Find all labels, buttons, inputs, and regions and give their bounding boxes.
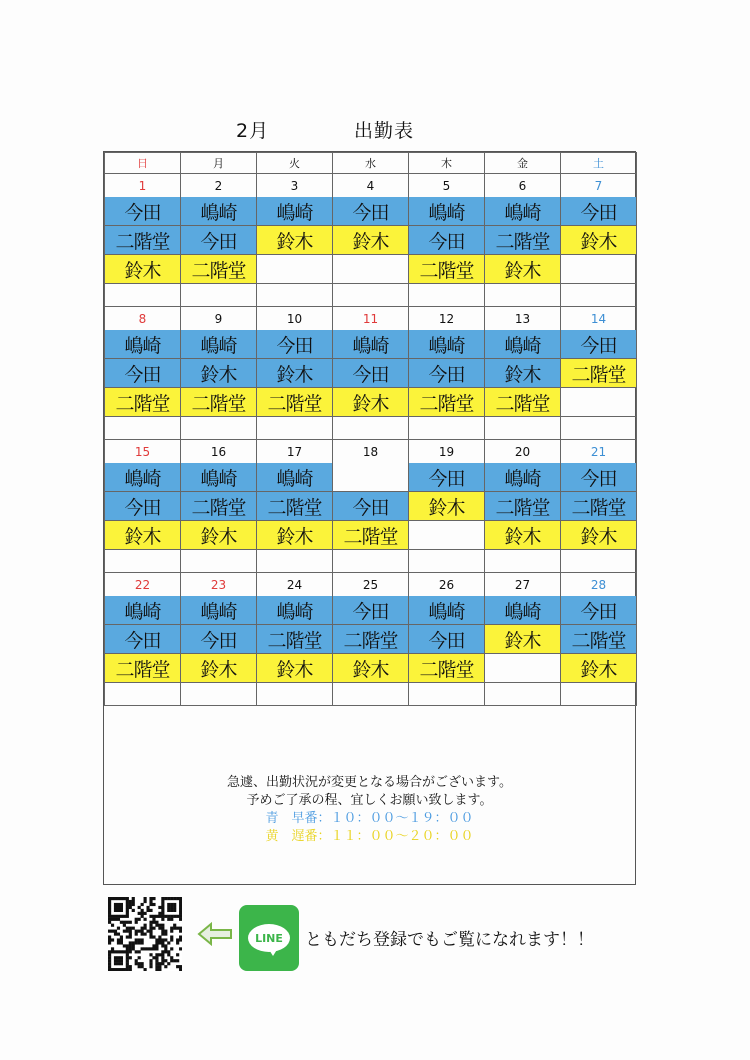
shift-cell[interactable]: 今田 — [561, 330, 637, 359]
weekday-header: 金 — [485, 153, 561, 174]
shift-cell[interactable]: 二階堂 — [561, 492, 637, 521]
shift-cell[interactable]: 二階堂 — [409, 255, 485, 284]
day-number-row — [105, 307, 637, 331]
friend-register-text: ともだち登録でもご覧になれます！！ — [305, 930, 594, 950]
shift-cell[interactable]: 鈴木 — [561, 521, 637, 550]
weekday-header: 水 — [333, 153, 409, 174]
shift-cell[interactable]: 嶋崎 — [257, 197, 333, 226]
blank-cell — [409, 550, 485, 573]
shift-row — [105, 463, 637, 492]
shift-cell[interactable] — [333, 255, 409, 284]
late-shift-legend: 黄 遅番：１１：００〜２０：００ — [265, 829, 474, 844]
shift-cell[interactable]: 鈴木 — [485, 521, 561, 550]
blank-cell — [485, 417, 561, 440]
weekday-header: 木 — [409, 153, 485, 174]
shift-cell[interactable]: 嶋崎 — [333, 330, 409, 359]
shift-cell[interactable]: 嶋崎 — [181, 596, 257, 625]
shift-cell[interactable]: 今田 — [105, 197, 181, 226]
shift-cell[interactable]: 二階堂 — [257, 625, 333, 654]
day-number: 6 — [485, 174, 561, 198]
shift-row — [105, 521, 637, 550]
shift-cell[interactable]: 今田 — [561, 197, 637, 226]
blank-cell — [409, 417, 485, 440]
shift-row — [105, 625, 637, 654]
day-number: 15 — [105, 440, 181, 464]
shift-cell[interactable]: 嶋崎 — [105, 463, 181, 492]
blank-cell — [333, 683, 409, 706]
day-number: 14 — [561, 307, 637, 331]
shift-cell[interactable]: 二階堂 — [105, 226, 181, 255]
day-number: 28 — [561, 573, 637, 597]
shift-row — [105, 654, 637, 683]
qr-code-icon[interactable] — [108, 897, 182, 971]
shift-cell[interactable]: 嶋崎 — [105, 596, 181, 625]
shift-cell[interactable]: 今田 — [409, 226, 485, 255]
shift-cell[interactable]: 嶋崎 — [257, 463, 333, 492]
shift-cell[interactable]: 嶋崎 — [485, 197, 561, 226]
shift-cell[interactable]: 嶋崎 — [181, 463, 257, 492]
shift-cell[interactable]: 今田 — [105, 492, 181, 521]
blank-row — [105, 550, 637, 573]
day-number: 18 — [333, 440, 409, 464]
shift-cell[interactable]: 二階堂 — [561, 625, 637, 654]
shift-cell[interactable]: 二階堂 — [257, 388, 333, 417]
shift-cell[interactable]: 鈴木 — [485, 255, 561, 284]
day-number: 2 — [181, 174, 257, 198]
calendar-table — [104, 152, 637, 706]
shift-cell[interactable]: 今田 — [105, 625, 181, 654]
shift-cell[interactable]: 今田 — [561, 596, 637, 625]
day-number: 9 — [181, 307, 257, 331]
shift-cell[interactable]: 鈴木 — [257, 226, 333, 255]
blank-cell — [485, 683, 561, 706]
shift-row — [105, 359, 637, 388]
blank-cell — [561, 284, 637, 307]
shift-cell[interactable]: 鈴木 — [257, 359, 333, 388]
weekday-header: 月 — [181, 153, 257, 174]
weekday-header-row — [105, 153, 637, 174]
shift-cell[interactable]: 今田 — [333, 492, 409, 521]
shift-cell[interactable]: 嶋崎 — [485, 463, 561, 492]
shift-cell[interactable]: 今田 — [333, 359, 409, 388]
shift-cell[interactable]: 嶋崎 — [485, 330, 561, 359]
shift-cell[interactable]: 今田 — [181, 226, 257, 255]
shift-cell[interactable] — [561, 255, 637, 284]
footer — [0, 897, 750, 987]
shift-cell[interactable]: 二階堂 — [485, 492, 561, 521]
shift-cell[interactable]: 二階堂 — [333, 521, 409, 550]
day-number-row — [105, 573, 637, 597]
shift-cell[interactable]: 鈴木 — [257, 521, 333, 550]
blank-cell — [105, 417, 181, 440]
weekday-header: 火 — [257, 153, 333, 174]
shift-cell[interactable]: 嶋崎 — [485, 596, 561, 625]
day-number: 24 — [257, 573, 333, 597]
blank-row — [105, 683, 637, 706]
shift-cell[interactable]: 鈴木 — [105, 521, 181, 550]
blank-cell — [105, 284, 181, 307]
line-logo-text: LINE — [255, 931, 283, 945]
shift-cell[interactable]: 嶋崎 — [409, 330, 485, 359]
blank-cell — [105, 683, 181, 706]
shift-cell[interactable]: 今田 — [181, 625, 257, 654]
shift-cell[interactable]: 二階堂 — [105, 654, 181, 683]
shift-cell[interactable]: 嶋崎 — [181, 330, 257, 359]
day-number: 22 — [105, 573, 181, 597]
blank-cell — [561, 683, 637, 706]
day-number: 3 — [257, 174, 333, 198]
month-label: 2月 — [236, 120, 270, 142]
shift-cell[interactable]: 鈴木 — [181, 359, 257, 388]
notice-line-2: 予めご了承の程、宜しくお願い致します。 — [246, 793, 493, 808]
day-number: 21 — [561, 440, 637, 464]
blank-cell — [333, 550, 409, 573]
blank-cell — [409, 284, 485, 307]
shift-row — [105, 197, 637, 226]
shift-cell[interactable] — [333, 463, 409, 492]
blank-row — [105, 417, 637, 440]
shift-cell[interactable]: 鈴木 — [333, 654, 409, 683]
day-number: 1 — [105, 174, 181, 198]
blank-cell — [257, 417, 333, 440]
day-number-row — [105, 174, 637, 198]
day-number: 7 — [561, 174, 637, 198]
shift-cell[interactable]: 鈴木 — [105, 255, 181, 284]
shift-cell[interactable]: 二階堂 — [105, 388, 181, 417]
shift-cell[interactable]: 今田 — [409, 625, 485, 654]
shift-cell[interactable] — [409, 521, 485, 550]
weekday-header: 日 — [105, 153, 181, 174]
shift-cell[interactable]: 今田 — [105, 359, 181, 388]
page-title — [236, 116, 414, 142]
shift-cell[interactable]: 鈴木 — [485, 359, 561, 388]
day-number: 13 — [485, 307, 561, 331]
blank-cell — [561, 550, 637, 573]
shift-cell[interactable]: 嶋崎 — [409, 197, 485, 226]
shift-cell[interactable]: 今田 — [333, 197, 409, 226]
blank-cell — [333, 417, 409, 440]
shift-row — [105, 596, 637, 625]
day-number: 20 — [485, 440, 561, 464]
shift-cell[interactable]: 鈴木 — [181, 521, 257, 550]
shift-cell[interactable]: 嶋崎 — [105, 330, 181, 359]
shift-cell[interactable]: 鈴木 — [333, 388, 409, 417]
shift-cell[interactable]: 今田 — [409, 359, 485, 388]
shift-cell[interactable]: 鈴木 — [561, 226, 637, 255]
day-number: 19 — [409, 440, 485, 464]
blank-cell — [333, 284, 409, 307]
shift-cell[interactable]: 二階堂 — [485, 226, 561, 255]
shift-cell[interactable]: 鈴木 — [485, 625, 561, 654]
shift-cell[interactable]: 今田 — [257, 330, 333, 359]
shift-cell[interactable]: 二階堂 — [561, 359, 637, 388]
blank-cell — [257, 683, 333, 706]
blank-cell — [181, 550, 257, 573]
shift-row — [105, 226, 637, 255]
shift-row — [105, 492, 637, 521]
early-shift-legend: 青 早番：１０：００〜１９：００ — [265, 811, 474, 826]
shift-cell[interactable] — [257, 255, 333, 284]
shift-cell[interactable]: 二階堂 — [409, 388, 485, 417]
weekday-header: 土 — [561, 153, 637, 174]
line-bubble-icon — [248, 924, 290, 952]
blank-row — [105, 284, 637, 307]
notes — [103, 774, 636, 846]
day-number-row — [105, 440, 637, 464]
arrow-left-icon — [197, 922, 233, 946]
blank-cell — [181, 683, 257, 706]
shift-cell[interactable]: 鈴木 — [561, 654, 637, 683]
shift-cell[interactable]: 嶋崎 — [409, 596, 485, 625]
day-number: 10 — [257, 307, 333, 331]
blank-cell — [257, 550, 333, 573]
shift-cell[interactable]: 二階堂 — [333, 625, 409, 654]
shift-cell[interactable] — [561, 388, 637, 417]
day-number: 25 — [333, 573, 409, 597]
day-number: 23 — [181, 573, 257, 597]
blank-cell — [105, 550, 181, 573]
day-number: 26 — [409, 573, 485, 597]
day-number: 8 — [105, 307, 181, 331]
blank-cell — [485, 550, 561, 573]
blank-cell — [561, 417, 637, 440]
shift-cell[interactable]: 鈴木 — [409, 492, 485, 521]
shift-cell[interactable]: 今田 — [409, 463, 485, 492]
day-number: 5 — [409, 174, 485, 198]
shift-cell[interactable]: 今田 — [333, 596, 409, 625]
day-number: 17 — [257, 440, 333, 464]
blank-cell — [181, 417, 257, 440]
day-number: 16 — [181, 440, 257, 464]
shift-row — [105, 388, 637, 417]
blank-cell — [409, 683, 485, 706]
notice-line-1: 急遽、出勤状況が変更となる場合がございます。 — [227, 775, 512, 790]
shift-cell[interactable]: 二階堂 — [181, 492, 257, 521]
line-logo[interactable] — [239, 905, 299, 971]
day-number: 11 — [333, 307, 409, 331]
shift-cell[interactable]: 二階堂 — [485, 388, 561, 417]
blank-cell — [485, 284, 561, 307]
shift-cell[interactable]: 鈴木 — [333, 226, 409, 255]
blank-cell — [181, 284, 257, 307]
shift-cell[interactable]: 二階堂 — [181, 255, 257, 284]
shift-cell[interactable]: 二階堂 — [257, 492, 333, 521]
day-number: 27 — [485, 573, 561, 597]
day-number: 4 — [333, 174, 409, 198]
shift-cell[interactable]: 鈴木 — [181, 654, 257, 683]
shift-cell[interactable]: 二階堂 — [181, 388, 257, 417]
shift-cell[interactable]: 嶋崎 — [257, 596, 333, 625]
shift-row — [105, 255, 637, 284]
shift-cell[interactable]: 二階堂 — [409, 654, 485, 683]
shift-cell[interactable]: 嶋崎 — [181, 197, 257, 226]
blank-cell — [257, 284, 333, 307]
day-number: 12 — [409, 307, 485, 331]
shift-cell[interactable]: 鈴木 — [257, 654, 333, 683]
shift-row — [105, 330, 637, 359]
shift-cell[interactable] — [485, 654, 561, 683]
schedule-title: 出勤表 — [354, 120, 415, 142]
shift-cell[interactable]: 今田 — [561, 463, 637, 492]
